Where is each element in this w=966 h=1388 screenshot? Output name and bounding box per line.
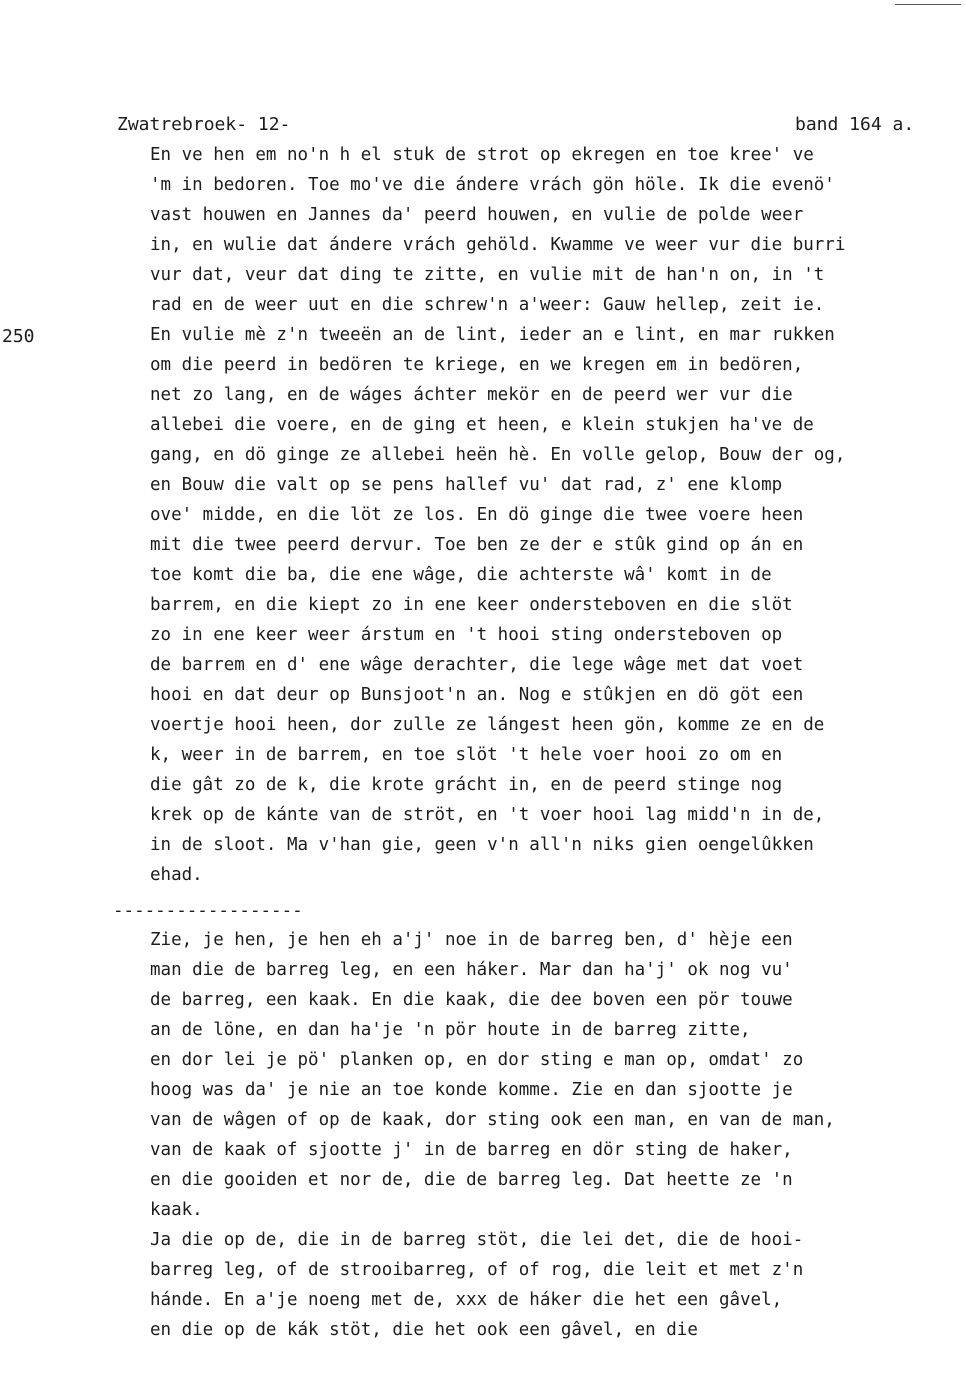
text-line: ove' midde, en die löt ze los. En dö ginge die twee voere heen [150,505,804,525]
text-line: de barrem en d' ene wâge derachter, die lege wâge met dat voet [150,655,804,675]
text-line: mit die twee peerd dervur. Toe ben ze der e stûk gind op án en [150,535,804,555]
text-line: gang, en dö ginge ze allebei heën hè. En volle gelop, Bouw der og, [150,445,846,465]
text-line: ehad. [150,865,203,885]
text-line: en dor lei je pö' planken op, en dor sting e man op, omdat' zo [150,1050,804,1070]
text-line: de barreg, een kaak. En die kaak, die dee boven een pör touwe [150,990,793,1010]
text-line: en Bouw die valt op se pens hallef vu' dat rad, z' ene klomp [150,475,783,495]
text-line: hánde. En a'je noeng met de, xxx de háker die het een gâvel, [150,1290,783,1310]
paragraph-1 [150,140,960,890]
margin-line-number: 250 [2,326,35,347]
text-line: barreg leg, of de strooibarreg, of of rog, die leit et met z'n [150,1260,804,1280]
text-line: zo in ene keer weer árstum en 't hooi sting ondersteboven op [150,625,783,645]
text-line: En ve hen em no'n h el stuk de strot op ekregen en toe kree' ve [150,145,814,165]
text-line: die gât zo de k, die krote grácht in, en de peerd stinge nog [150,775,783,795]
text-line: Zie, je hen, je hen eh a'j' noe in de barreg ben, d' hèje een [150,930,793,950]
text-line: rad en de weer uut en die schrew'n a'weer: Gauw hellep, zeit ie. [150,295,825,315]
text-line: toe komt die ba, die ene wâge, die achterste wâ' komt in de [150,565,772,585]
text-line: in de sloot. Ma v'han gie, geen v'n all'n niks gien oengelûkken [150,835,814,855]
text-line: vur dat, veur dat ding te zitte, en vulie mit de han'n on, in 't [150,265,825,285]
text-line: en die gooiden et nor de, die de barreg leg. Dat heette ze 'n [150,1170,793,1190]
text-line: man die de barreg leg, en een háker. Mar dan ha'j' ok nog vu' [150,960,793,980]
text-line: van de wâgen of op de kaak, dor sting ook een man, en van de man, [150,1110,835,1130]
text-line: vast houwen en Jannes da' peerd houwen, en vulie de polde weer [150,205,804,225]
paragraph-2 [150,925,960,1345]
text-line: an de löne, en dan ha'je 'n pör houte in de barreg zitte, [150,1020,751,1040]
header-band-reference: band 164 a. [795,114,915,135]
text-line: krek op de kánte van de ströt, en 't voer hooi lag midd'n in de, [150,805,825,825]
text-line: in, en wulie dat ándere vrách gehöld. Kwamme ve weer vur die burri [150,235,846,255]
text-line: hoog was da' je nie an toe konde komme. Zie en dan sjootte je [150,1080,793,1100]
text-line: om die peerd in bedören te kriege, en we kregen em in bedören, [150,355,804,375]
text-line: en die op de kák stöt, die het ook een gâvel, en die [150,1320,698,1340]
text-line: van de kaak of sjootte j' in de barreg en dör sting de haker, [150,1140,793,1160]
text-line: voertje hooi heen, dor zulle ze lángest heen gön, komme ze en de [150,715,825,735]
text-line: allebei die voere, en de ging et heen, e klein stukjen ha've de [150,415,814,435]
text-line: En vulie mè z'n tweeën an de lint, ieder an e lint, en mar rukken [150,325,835,345]
text-line: hooi en dat deur op Bunsjoot'n an. Nog e stûkjen en dö göt een [150,685,804,705]
text-line: Ja die op de, die in de barreg stöt, die lei det, die de hooi- [150,1230,804,1250]
corner-rule [895,4,961,5]
text-line: k, weer in de barrem, en toe slöt 't hele voer hooi zo om en [150,745,783,765]
text-line: 'm in bedoren. Toe mo've die ándere vrách gön höle. Ik die evenö' [150,175,835,195]
text-line: net zo lang, en de wáges áchter mekör en de peerd wer vur die [150,385,793,405]
section-divider: ------------------ [113,901,303,921]
text-line: barrem, en die kiept zo in ene keer ondersteboven en die slöt [150,595,793,615]
header-title: Zwatrebroek- 12- [117,114,291,135]
text-line: kaak. [150,1200,203,1220]
